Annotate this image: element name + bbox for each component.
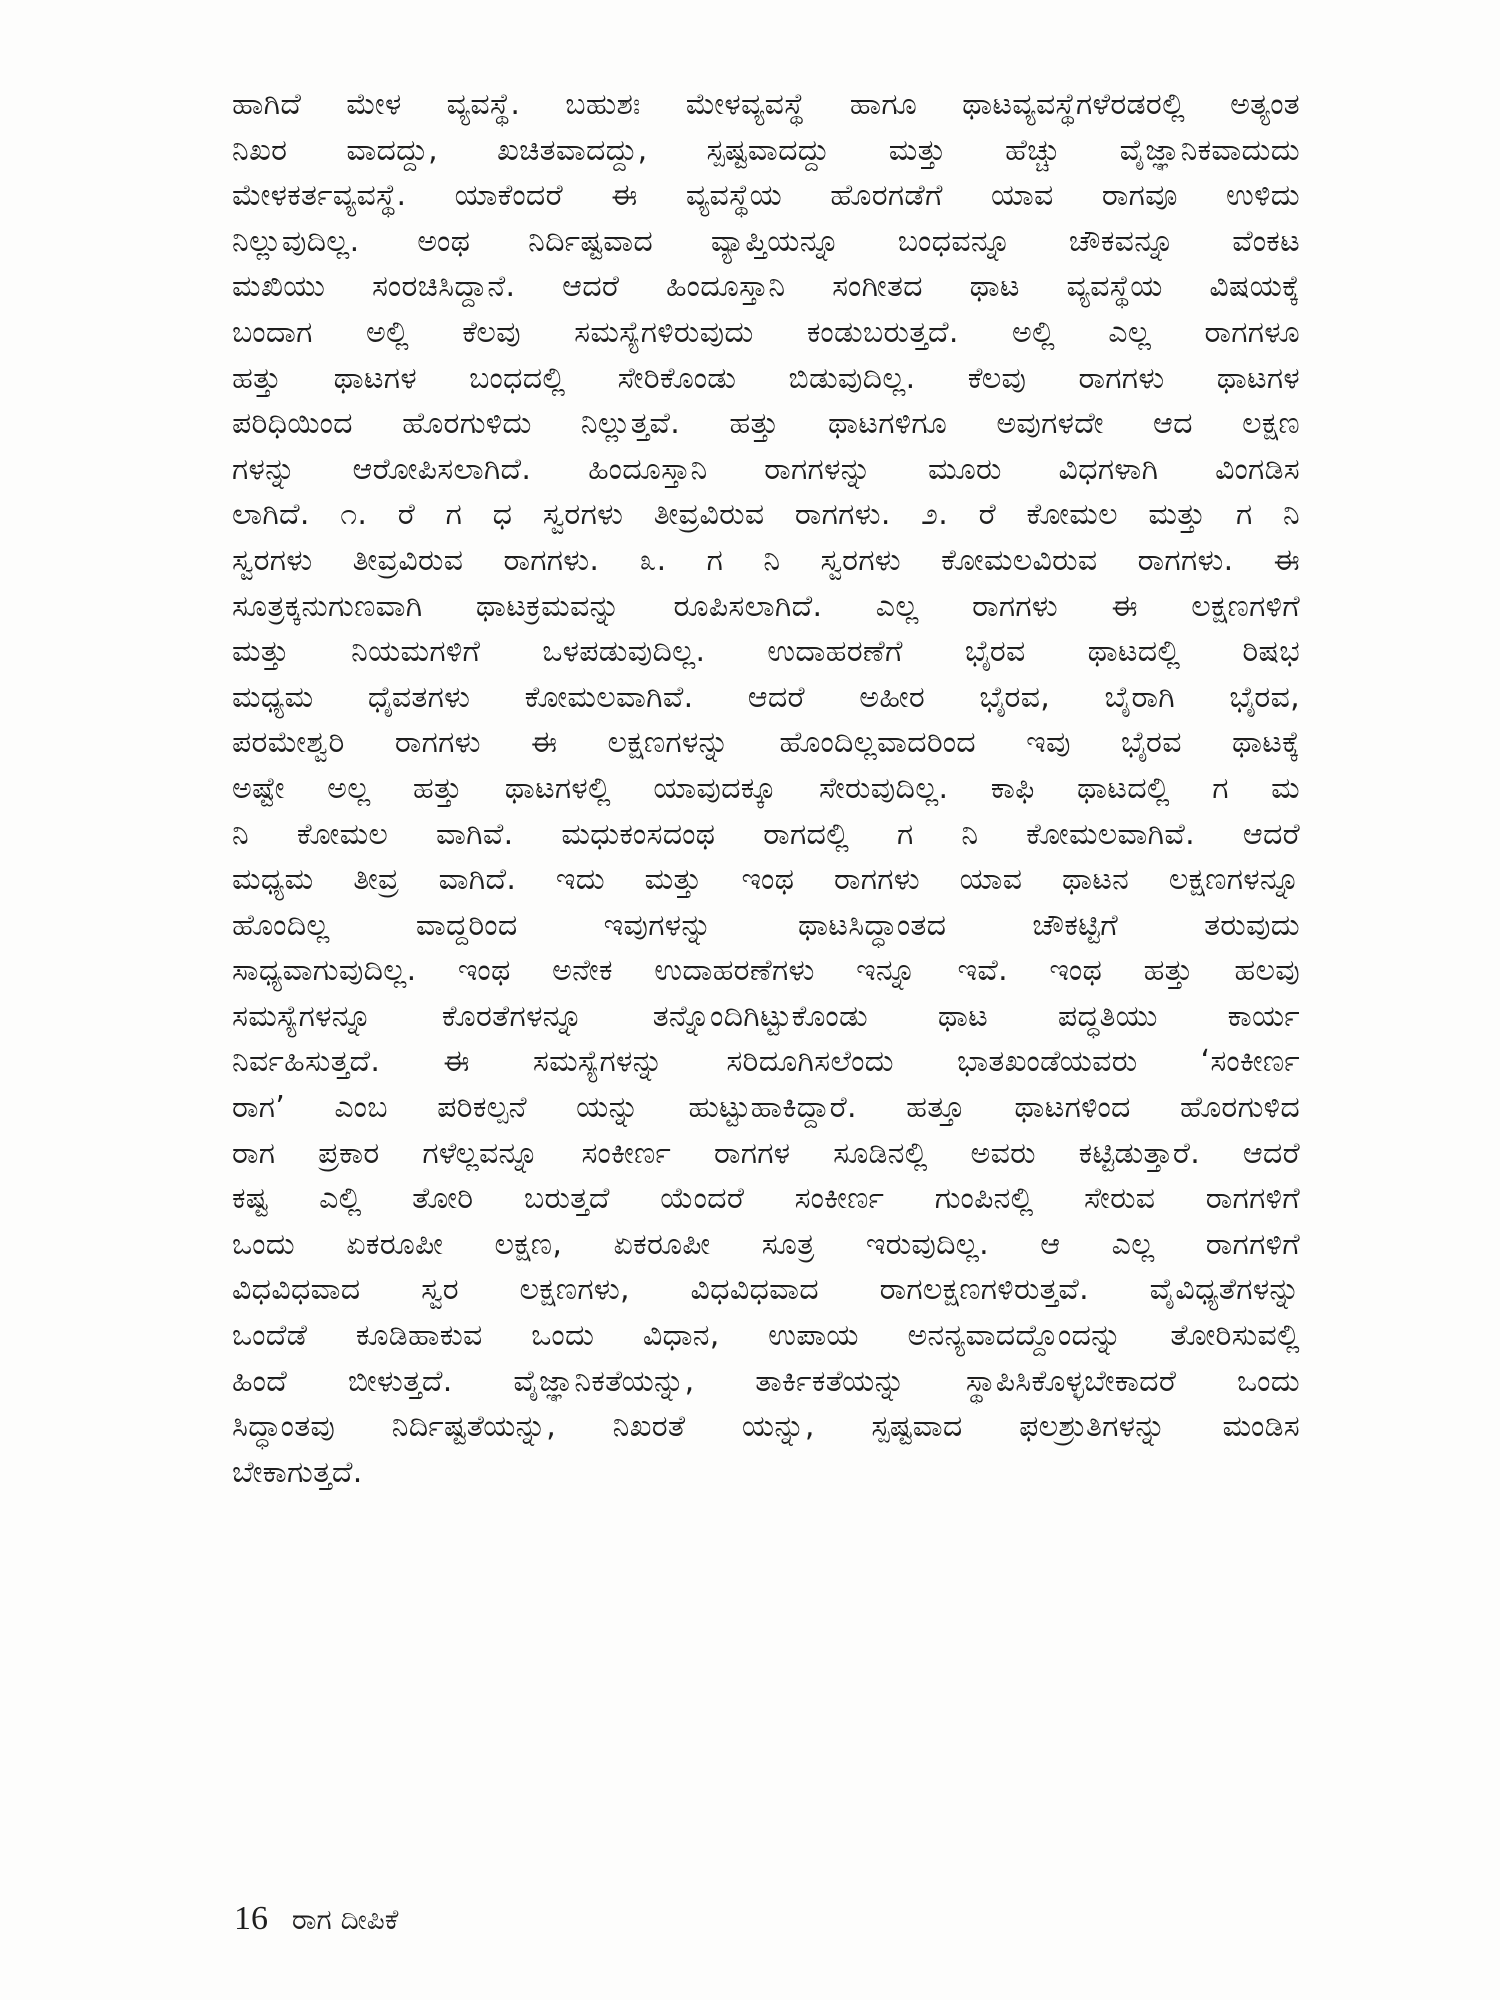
text-line: ಬಂದಾಗ ಅಲ್ಲಿ ಕೆಲವು ಸಮಸ್ಯೆಗಳಿರುವುದು ಕಂಡುಬರುತ್ತದೆ. ಅಲ್ಲಿ ಎಲ್ಲ ರಾಗಗಳೂ bbox=[232, 314, 1300, 350]
text-line: ರಾಗ’ ಎಂಬ ಪರಿಕಲ್ಪನೆ ಯನ್ನು ಹುಟ್ಟುಹಾಕಿದ್ದಾರೆ. ಹತ್ತೂ ಥಾಟಗಳಿಂದ ಹೊರಗುಳಿದ bbox=[232, 1090, 1300, 1126]
text-line: ಮಖಿಯು ಸಂರಚಿಸಿದ್ದಾನೆ. ಆದರೆ ಹಿಂದೂಸ್ತಾನಿ ಸಂಗೀತದ ಥಾಟ ವ್ಯವಸ್ಥೆಯ ವಿಷಯಕ್ಕೆ bbox=[232, 269, 1300, 305]
text-line-last: ಬೇಕಾಗುತ್ತದೆ. bbox=[232, 1454, 363, 1490]
page-footer bbox=[234, 1900, 398, 1938]
text-line: ಹೊಂದಿಲ್ಲ ವಾದ್ದರಿಂದ ಇವುಗಳನ್ನು ಥಾಟಸಿದ್ಧಾಂತದ ಚೌಕಟ್ಟಿಗೆ ತರುವುದು bbox=[232, 907, 1300, 943]
text-line: ಸಾಧ್ಯವಾಗುವುದಿಲ್ಲ. ಇಂಥ ಅನೇಕ ಉದಾಹರಣೆಗಳು ಇನ್ನೂ ಇವೆ. ಇಂಥ ಹತ್ತು ಹಲವು bbox=[232, 953, 1300, 989]
text-line: ಸಿದ್ಧಾಂತವು ನಿರ್ದಿಷ್ಟತೆಯನ್ನು, ನಿಖರತೆ ಯನ್ನು, ಸ್ಪಷ್ಟವಾದ ಫಲಶ್ರುತಿಗಳನ್ನು ಮಂಡಿಸ bbox=[232, 1409, 1300, 1445]
text-line: ನಿರ್ವಹಿಸುತ್ತದೆ. ಈ ಸಮಸ್ಯೆಗಳನ್ನು ಸರಿದೂಗಿಸಲೆಂದು ಭಾತಖಂಡೆಯವರು ‘ಸಂಕೀರ್ಣ bbox=[232, 1044, 1300, 1080]
text-line: ಮಧ್ಯಮ ತೀವ್ರ ವಾಗಿದೆ. ಇದು ಮತ್ತು ಇಂಥ ರಾಗಗಳು ಯಾವ ಥಾಟನ ಲಕ್ಷಣಗಳನ್ನೂ bbox=[232, 862, 1300, 898]
text-line: ಒಂದು ಏಕರೂಪೀ ಲಕ್ಷಣ, ಏಕರೂಪೀ ಸೂತ್ರ ಇರುವುದಿಲ್ಲ. ಆ ಎಲ್ಲ ರಾಗಗಳಿಗೆ bbox=[232, 1226, 1300, 1262]
text-line: ಮತ್ತು ನಿಯಮಗಳಿಗೆ ಒಳಪಡುವುದಿಲ್ಲ. ಉದಾಹರಣೆಗೆ ಭೈರವ ಥಾಟದಲ್ಲಿ ರಿಷಭ bbox=[232, 634, 1300, 670]
text-line: ಅಷ್ಟೇ ಅಲ್ಲ ಹತ್ತು ಥಾಟಗಳಲ್ಲಿ ಯಾವುದಕ್ಕೂ ಸೇರುವುದಿಲ್ಲ. ಕಾಫಿ ಥಾಟದಲ್ಲಿ ಗ ಮ bbox=[232, 770, 1300, 806]
text-line: ಹತ್ತು ಥಾಟಗಳ ಬಂಧದಲ್ಲಿ ಸೇರಿಕೊಂಡು ಬಿಡುವುದಿಲ್ಲ. ಕೆಲವು ರಾಗಗಳು ಥಾಟಗಳ bbox=[232, 360, 1300, 396]
text-line: ನಿಖರ ವಾದದ್ದು, ಖಚಿತವಾದದ್ದು, ಸ್ಪಷ್ಟವಾದದ್ದು ಮತ್ತು ಹೆಚ್ಚು ವೈಜ್ಞಾನಿಕವಾದುದು bbox=[232, 132, 1300, 168]
text-line: ಹಾಗಿದೆ ಮೇಳ ವ್ಯವಸ್ಥೆ. ಬಹುಶಃ ಮೇಳವ್ಯವಸ್ಥೆ ಹಾಗೂ ಥಾಟವ್ಯವಸ್ಥೆಗಳೆರಡರಲ್ಲಿ ಅತ್ಯಂತ bbox=[232, 87, 1300, 122]
text-line: ಮಧ್ಯಮ ಧೈವತಗಳು ಕೋಮಲವಾಗಿವೆ. ಆದರೆ ಅಹೀರ ಭೈರವ, ಬೈರಾಗಿ ಭೈರವ, bbox=[232, 679, 1300, 715]
text-line: ವಿಧವಿಧವಾದ ಸ್ವರ ಲಕ್ಷಣಗಳು, ವಿಧವಿಧವಾದ ರಾಗಲಕ್ಷಣಗಳಿರುತ್ತವೆ. ವೈವಿಧ್ಯತೆಗಳನ್ನು bbox=[232, 1272, 1300, 1308]
text-line: ಸೂತ್ರಕ್ಕನುಗುಣವಾಗಿ ಥಾಟಕ್ರಮವನ್ನು ರೂಪಿಸಲಾಗಿದೆ. ಎಲ್ಲ ರಾಗಗಳು ಈ ಲಕ್ಷಣಗಳಿಗೆ bbox=[232, 588, 1300, 624]
text-line: ಸಮಸ್ಯೆಗಳನ್ನೂ ಕೊರತೆಗಳನ್ನೂ ತನ್ನೊಂದಿಗಿಟ್ಟುಕೊಂಡು ಥಾಟ ಪದ್ಧತಿಯು ಕಾರ್ಯ bbox=[232, 998, 1300, 1034]
text-line: ನಿ ಕೋಮಲ ವಾಗಿವೆ. ಮಧುಕಂಸದಂಥ ರಾಗದಲ್ಲಿ ಗ ನಿ ಕೋಮಲವಾಗಿವೆ. ಆದರೆ bbox=[232, 816, 1300, 852]
text-line: ಕಷ್ಟ ಎಲ್ಲಿ ತೋರಿ ಬರುತ್ತದೆ ಯೆಂದರೆ ಸಂಕೀರ್ಣ ಗುಂಪಿನಲ್ಲಿ ಸೇರುವ ರಾಗಗಳಿಗೆ bbox=[232, 1181, 1300, 1217]
running-title: ರಾಗ ದೀಪಿಕೆ bbox=[291, 1903, 399, 1936]
body-paragraph bbox=[232, 82, 1300, 1495]
text-line: ಪರಿಧಿಯಿಂದ ಹೊರಗುಳಿದು ನಿಲ್ಲುತ್ತವೆ. ಹತ್ತು ಥಾಟಗಳಿಗೂ ಅವುಗಳದೇ ಆದ ಲಕ್ಷಣ bbox=[232, 406, 1300, 442]
text-line: ನಿಲ್ಲುವುದಿಲ್ಲ. ಅಂಥ ನಿರ್ದಿಷ್ಟವಾದ ವ್ಯಾಪ್ತಿಯನ್ನೂ ಬಂಧವನ್ನೂ ಚೌಕವನ್ನೂ ವೆಂಕಟ bbox=[232, 223, 1300, 259]
text-line: ಒಂದೆಡೆ ಕೂಡಿಹಾಕುವ ಒಂದು ವಿಧಾನ, ಉಪಾಯ ಅನನ್ಯವಾದದ್ದೊಂದನ್ನು ತೋರಿಸುವಲ್ಲಿ bbox=[232, 1318, 1300, 1354]
page-number: 16 bbox=[234, 1900, 268, 1937]
text-line: ಗಳನ್ನು ಆರೋಪಿಸಲಾಗಿದೆ. ಹಿಂದೂಸ್ತಾನಿ ರಾಗಗಳನ್ನು ಮೂರು ವಿಧಗಳಾಗಿ ವಿಂಗಡಿಸ bbox=[232, 451, 1300, 487]
text-line: ಲಾಗಿದೆ. ೧. ರೆ ಗ ಧ ಸ್ವರಗಳು ತೀವ್ರವಿರುವ ರಾಗಗಳು. ೨. ರೆ ಕೋಮಲ ಮತ್ತು ಗ ನಿ bbox=[232, 497, 1300, 533]
text-line: ಹಿಂದೆ ಬೀಳುತ್ತದೆ. ವೈಜ್ಞಾನಿಕತೆಯನ್ನು, ತಾರ್ಕಿಕತೆಯನ್ನು ಸ್ಥಾಪಿಸಿಕೊಳ್ಳಬೇಕಾದರೆ ಒಂದು bbox=[232, 1363, 1300, 1399]
text-line: ಸ್ವರಗಳು ತೀವ್ರವಿರುವ ರಾಗಗಳು. ೩. ಗ ನಿ ಸ್ವರಗಳು ಕೋಮಲವಿರುವ ರಾಗಗಳು. ಈ bbox=[232, 542, 1300, 578]
text-line: ಮೇಳಕರ್ತವ್ಯವಸ್ಥೆ. ಯಾಕೆಂದರೆ ಈ ವ್ಯವಸ್ಥೆಯ ಹೊರಗಡೆಗೆ ಯಾವ ರಾಗವೂ ಉಳಿದು bbox=[232, 178, 1300, 214]
text-line: ರಾಗ ಪ್ರಕಾರ ಗಳೆಲ್ಲವನ್ನೂ ಸಂಕೀರ್ಣ ರಾಗಗಳ ಸೂಡಿನಲ್ಲಿ ಅವರು ಕಟ್ಟಿಡುತ್ತಾರೆ. ಆದರೆ bbox=[232, 1135, 1300, 1171]
text-line: ಪರಮೇಶ್ವರಿ ರಾಗಗಳು ಈ ಲಕ್ಷಣಗಳನ್ನು ಹೊಂದಿಲ್ಲವಾದರಿಂದ ಇವು ಭೈರವ ಥಾಟಕ್ಕೆ bbox=[232, 725, 1300, 761]
